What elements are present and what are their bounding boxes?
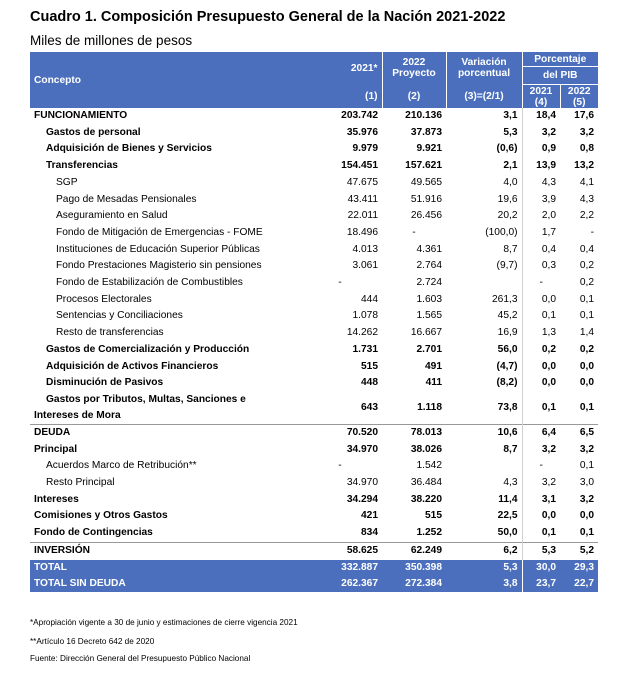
row-pct-2021: 0,4 xyxy=(522,242,560,259)
table-row xyxy=(30,492,598,509)
table-row xyxy=(30,458,598,475)
table-row xyxy=(30,359,598,376)
row-concept: Fondo de Mitigación de Emergencias - FOME xyxy=(56,226,263,238)
row-2022: 16.667 xyxy=(410,327,442,339)
row-2021: 1.731 xyxy=(352,343,378,355)
header-pct-line2-cell xyxy=(522,67,598,85)
row-variation: 8,7 xyxy=(503,443,518,455)
row-variation: (100,0) xyxy=(485,226,518,238)
row-variation: 22,5 xyxy=(497,510,518,522)
row-2021: 515 xyxy=(361,360,378,372)
row-2021: - xyxy=(338,460,342,472)
header-pct-2021-year: 2021 xyxy=(529,86,553,97)
row-pct-2021: 4,3 xyxy=(522,175,560,192)
row-2021: 22.011 xyxy=(347,210,378,222)
total-without-debt-row xyxy=(30,576,598,592)
table-row xyxy=(30,258,598,275)
row-2021: 834 xyxy=(361,527,378,539)
row-pct-2022: 0,2 xyxy=(579,277,594,289)
row-pct-2022: 4,3 xyxy=(579,193,594,205)
row-pct-2021: 3,9 xyxy=(522,192,560,209)
header-pct-pib xyxy=(522,52,598,67)
row-concept: SGP xyxy=(56,176,78,188)
row-pct-2021: 3,2 xyxy=(522,442,560,459)
table-row xyxy=(30,192,598,209)
row-2022: 26.456 xyxy=(410,210,442,222)
table-row xyxy=(30,325,598,342)
row-concept-line1: Gastos por Tributos, Multas, Sanciones e xyxy=(46,393,246,405)
row-2021: 1.078 xyxy=(352,310,378,322)
table-body xyxy=(30,108,598,592)
row-pct-2021: 13,9 xyxy=(522,158,560,175)
row-pct-2022: 3,2 xyxy=(579,443,594,455)
row-concept: Sentencias y Conciliaciones xyxy=(56,310,183,322)
row-pct-2022: 0,8 xyxy=(579,143,594,155)
row-2022: 2.701 xyxy=(416,343,442,355)
row-2021: - xyxy=(338,277,342,289)
row-variation: 19,6 xyxy=(497,193,518,205)
row-pct-2022: 0,1 xyxy=(579,460,594,472)
row-2021: 421 xyxy=(361,510,378,522)
header-num3-label: (3)=(2/1) xyxy=(464,91,504,103)
table-row xyxy=(30,542,598,559)
row-variation: 5,3 xyxy=(503,126,518,138)
header-pct-2022 xyxy=(560,85,598,109)
row-concept: Comisiones y Otros Gastos xyxy=(34,510,168,522)
table-row xyxy=(30,225,598,242)
row-variation: 2,1 xyxy=(503,160,518,172)
row-pct-2021: 3,2 xyxy=(522,475,560,492)
row-pct-2021: 0,0 xyxy=(522,508,560,525)
row-variation: 261,3 xyxy=(492,293,518,305)
table-row xyxy=(30,108,598,125)
total-sin-deuda-2021: 262.367 xyxy=(298,576,382,592)
row-variation: (0,6) xyxy=(496,143,518,155)
row-2022: - xyxy=(412,226,416,238)
row-pct-2022: 3,0 xyxy=(579,477,594,489)
row-2021: 34.970 xyxy=(346,477,378,489)
row-concept: Intereses xyxy=(34,493,79,505)
row-variation: 45,2 xyxy=(497,310,518,322)
row-pct-2022: 4,1 xyxy=(579,176,594,188)
row-2022: 491 xyxy=(425,360,442,372)
row-pct-2022: 0,4 xyxy=(579,243,594,255)
table-title: Cuadro 1. Composición Presupuesto General de la Nación 2021-2022 xyxy=(30,9,506,25)
header-num4: (4) xyxy=(534,97,548,108)
row-concept: Aseguramiento en Salud xyxy=(56,210,168,222)
footnote-decreto: **Artículo 16 Decreto 642 de 2020 xyxy=(30,637,155,646)
row-variation: 4,0 xyxy=(503,176,518,188)
header-num3 xyxy=(446,85,522,109)
row-concept: Transferencias xyxy=(46,160,118,172)
total-pct-2021: 30,0 xyxy=(522,560,560,576)
row-pct-2022: 3,2 xyxy=(579,126,594,138)
row-pct-2021: 0,3 xyxy=(522,258,560,275)
footnote-apropiacion: *Apropiación vigente a 30 de junio y estimaciones de cierre vigencia 2021 xyxy=(30,618,298,627)
row-2021: 43.411 xyxy=(347,193,378,205)
table-header xyxy=(30,52,598,108)
row-variation: 11,4 xyxy=(498,493,518,505)
header-num2-label: (2) xyxy=(407,91,421,103)
row-pct-2021: 0,1 xyxy=(522,525,560,542)
row-variation xyxy=(446,275,522,292)
row-2021: 4.013 xyxy=(352,243,378,255)
row-concept: INVERSIÓN xyxy=(30,542,298,559)
row-concept xyxy=(30,392,298,425)
header-pct-line2: del PIB xyxy=(542,70,578,81)
row-pct-2021: 0,0 xyxy=(522,292,560,309)
header-num1-label: (1) xyxy=(365,91,378,103)
total-sin-deuda-variation: 3,8 xyxy=(446,576,522,592)
row-concept: Resto de transferencias xyxy=(56,327,164,339)
row-variation: 56,0 xyxy=(497,343,518,355)
row-pct-2022: 0,1 xyxy=(579,401,594,413)
row-2021: 58.625 xyxy=(298,542,382,559)
header-num5: (5) xyxy=(573,97,586,108)
total-2021: 332.887 xyxy=(298,560,382,576)
row-variation: (8,2) xyxy=(496,377,518,389)
row-2022: 2.764 xyxy=(416,260,442,272)
header-num1 xyxy=(298,85,382,109)
row-pct-2022: 0,0 xyxy=(579,377,594,389)
row-concept: Gastos de personal xyxy=(46,126,141,138)
total-variation: 5,3 xyxy=(446,560,522,576)
row-2022: 49.565 xyxy=(410,176,442,188)
row-2022: 210.136 xyxy=(405,110,442,121)
header-2022 xyxy=(382,52,446,85)
table-row xyxy=(30,141,598,158)
row-2021: 34.294 xyxy=(346,493,378,505)
row-2022: 78.013 xyxy=(382,424,446,441)
table-row xyxy=(30,525,598,542)
row-pct-2021: 0,1 xyxy=(522,308,560,325)
row-pct-2021: 5,3 xyxy=(522,542,560,559)
row-2021: 444 xyxy=(361,293,378,305)
row-2022: 38.220 xyxy=(410,493,442,505)
row-2022: 1.565 xyxy=(416,310,442,322)
row-2021: 3.061 xyxy=(352,260,378,272)
row-2022: 1.603 xyxy=(416,293,442,305)
total-2022: 350.398 xyxy=(382,560,446,576)
header-2021: 2021* xyxy=(298,52,382,85)
row-pct-2022: 0,0 xyxy=(579,510,594,522)
header-pct-line1: Porcentaje xyxy=(534,53,587,65)
row-pct-2022: 0,1 xyxy=(579,310,594,322)
row-pct-2022: 0,2 xyxy=(579,260,594,272)
row-2022: 38.026 xyxy=(410,443,442,455)
row-concept: Acuerdos Marco de Retribución** xyxy=(46,460,197,472)
row-pct-2022: 0,2 xyxy=(579,343,594,355)
row-concept: Resto Principal xyxy=(46,477,115,489)
row-2022: 1.118 xyxy=(417,401,442,413)
row-2021: 70.520 xyxy=(298,424,382,441)
row-pct-2021: 0,1 xyxy=(522,392,560,425)
row-2022: 62.249 xyxy=(382,542,446,559)
header-variation-line1: Variación xyxy=(461,57,507,69)
row-2021: 18.496 xyxy=(346,226,378,238)
row-variation: 3,1 xyxy=(503,110,518,121)
row-variation xyxy=(446,458,522,475)
row-concept: Fondo de Estabilización de Combustibles xyxy=(56,277,243,289)
row-2022: 37.873 xyxy=(410,126,442,138)
row-2022: 1.542 xyxy=(416,460,442,472)
row-pct-2021: 0,0 xyxy=(522,359,560,376)
row-variation: (9,7) xyxy=(496,260,518,272)
row-2022: 515 xyxy=(425,510,442,522)
table-row xyxy=(30,292,598,309)
row-concept: Disminución de Pasivos xyxy=(46,377,164,389)
table-row xyxy=(30,158,598,175)
header-pct-2021 xyxy=(522,85,560,109)
total-sin-deuda-2022: 272.384 xyxy=(382,576,446,592)
table-row xyxy=(30,342,598,359)
row-concept: Procesos Electorales xyxy=(56,293,152,305)
row-concept-line2: Intereses de Mora xyxy=(34,409,121,421)
row-pct-2021: 0,2 xyxy=(522,342,560,359)
row-pct-2021: - xyxy=(522,458,560,475)
table-row xyxy=(30,308,598,325)
total-sin-deuda-pct-2022: 22,7 xyxy=(560,576,598,592)
table-row xyxy=(30,442,598,459)
row-concept: Adquisición de Bienes y Servicios xyxy=(46,143,212,155)
row-concept: Adquisición de Activos Financieros xyxy=(46,360,219,372)
budget-table xyxy=(30,52,598,592)
row-2022: 1.252 xyxy=(416,527,442,539)
table-row xyxy=(30,392,598,425)
row-pct-2022: 0,1 xyxy=(579,293,594,305)
row-2021: 9.979 xyxy=(352,143,378,155)
row-concept: Pago de Mesadas Pensionales xyxy=(56,193,197,205)
total-pct-2022: 29,3 xyxy=(560,560,598,576)
table-row xyxy=(30,125,598,142)
row-2021: 448 xyxy=(361,377,378,389)
row-2021: 154.451 xyxy=(341,160,378,172)
header-2022-proyecto: Proyecto xyxy=(392,68,436,80)
row-pct-2022: 5,2 xyxy=(560,542,598,559)
row-pct-2021: 0,9 xyxy=(522,141,560,158)
row-variation: 20,2 xyxy=(497,210,518,222)
row-pct-2022: 2,2 xyxy=(579,210,594,222)
table-row xyxy=(30,375,598,392)
row-pct-2022: 3,2 xyxy=(579,493,594,505)
row-pct-2021: 1,3 xyxy=(522,325,560,342)
row-variation: 73,8 xyxy=(497,401,518,413)
row-concept: Fondo de Contingencias xyxy=(34,527,153,539)
row-variation: 50,0 xyxy=(497,527,518,539)
header-num2 xyxy=(382,85,446,109)
header-2022-year: 2022 xyxy=(402,57,426,69)
row-2022: 36.484 xyxy=(410,477,442,489)
row-pct-2022: 13,2 xyxy=(574,160,594,172)
table-row xyxy=(30,508,598,525)
total-sin-deuda-concept: TOTAL SIN DEUDA xyxy=(30,576,298,592)
row-pct-2021: 18,4 xyxy=(522,108,560,125)
row-pct-2022: - xyxy=(590,226,594,238)
row-concept: Principal xyxy=(34,443,78,455)
row-pct-2021: 0,0 xyxy=(522,375,560,392)
row-2021: 14.262 xyxy=(346,327,378,339)
table-row xyxy=(30,424,598,441)
row-pct-2021: - xyxy=(522,275,560,292)
header-variation xyxy=(446,52,522,85)
row-variation: 10,6 xyxy=(446,424,522,441)
row-concept: Fondo Prestaciones Magisterio sin pensiones xyxy=(56,260,262,272)
table-row xyxy=(30,208,598,225)
row-2022: 157.621 xyxy=(405,160,442,172)
source-note: Fuente: Dirección General del Presupuesto Público Nacional xyxy=(30,654,251,663)
header-pct-2022-year: 2022 xyxy=(567,86,591,97)
row-2021: 47.675 xyxy=(346,176,378,188)
row-pct-2022: 1,4 xyxy=(579,327,594,339)
header-concept: Concepto xyxy=(30,52,298,108)
row-2021: 35.976 xyxy=(346,126,378,138)
row-pct-2021: 3,1 xyxy=(522,492,560,509)
row-variation: 8,7 xyxy=(503,243,518,255)
row-pct-2022: 17,6 xyxy=(574,110,594,121)
row-concept: DEUDA xyxy=(30,424,298,441)
table-row xyxy=(30,475,598,492)
row-concept: Instituciones de Educación Superior Públicas xyxy=(56,243,260,255)
row-variation: 16,9 xyxy=(497,327,518,339)
row-pct-2021: 3,2 xyxy=(522,125,560,142)
row-2022: 2.724 xyxy=(416,277,442,289)
row-pct-2022: 0,0 xyxy=(579,360,594,372)
total-concept: TOTAL xyxy=(30,560,298,576)
row-variation: (4,7) xyxy=(496,360,518,372)
row-pct-2021: 1,7 xyxy=(522,225,560,242)
row-2022: 4.361 xyxy=(416,243,442,255)
row-pct-2021: 2,0 xyxy=(522,208,560,225)
row-variation: 6,2 xyxy=(446,542,522,559)
total-row xyxy=(30,560,598,576)
row-pct-2022: 6,5 xyxy=(560,424,598,441)
row-2021: 34.970 xyxy=(346,443,378,455)
total-sin-deuda-pct-2021: 23,7 xyxy=(522,576,560,592)
row-2022: 51.916 xyxy=(410,193,442,205)
row-variation: 4,3 xyxy=(503,477,518,489)
row-2021: 643 xyxy=(361,401,378,413)
row-pct-2022: 0,1 xyxy=(579,527,594,539)
header-variation-line2: porcentual xyxy=(457,68,511,80)
table-subtitle: Miles de millones de pesos xyxy=(30,33,193,48)
row-2022: 411 xyxy=(425,377,442,389)
row-2021: 203.742 xyxy=(341,110,378,121)
table-row xyxy=(30,275,598,292)
table-row xyxy=(30,242,598,259)
row-pct-2021: 6,4 xyxy=(522,424,560,441)
row-concept: Gastos de Comercialización y Producción xyxy=(46,343,250,355)
row-concept: FUNCIONAMIENTO xyxy=(34,110,128,121)
row-2022: 9.921 xyxy=(416,143,442,155)
table-row xyxy=(30,175,598,192)
